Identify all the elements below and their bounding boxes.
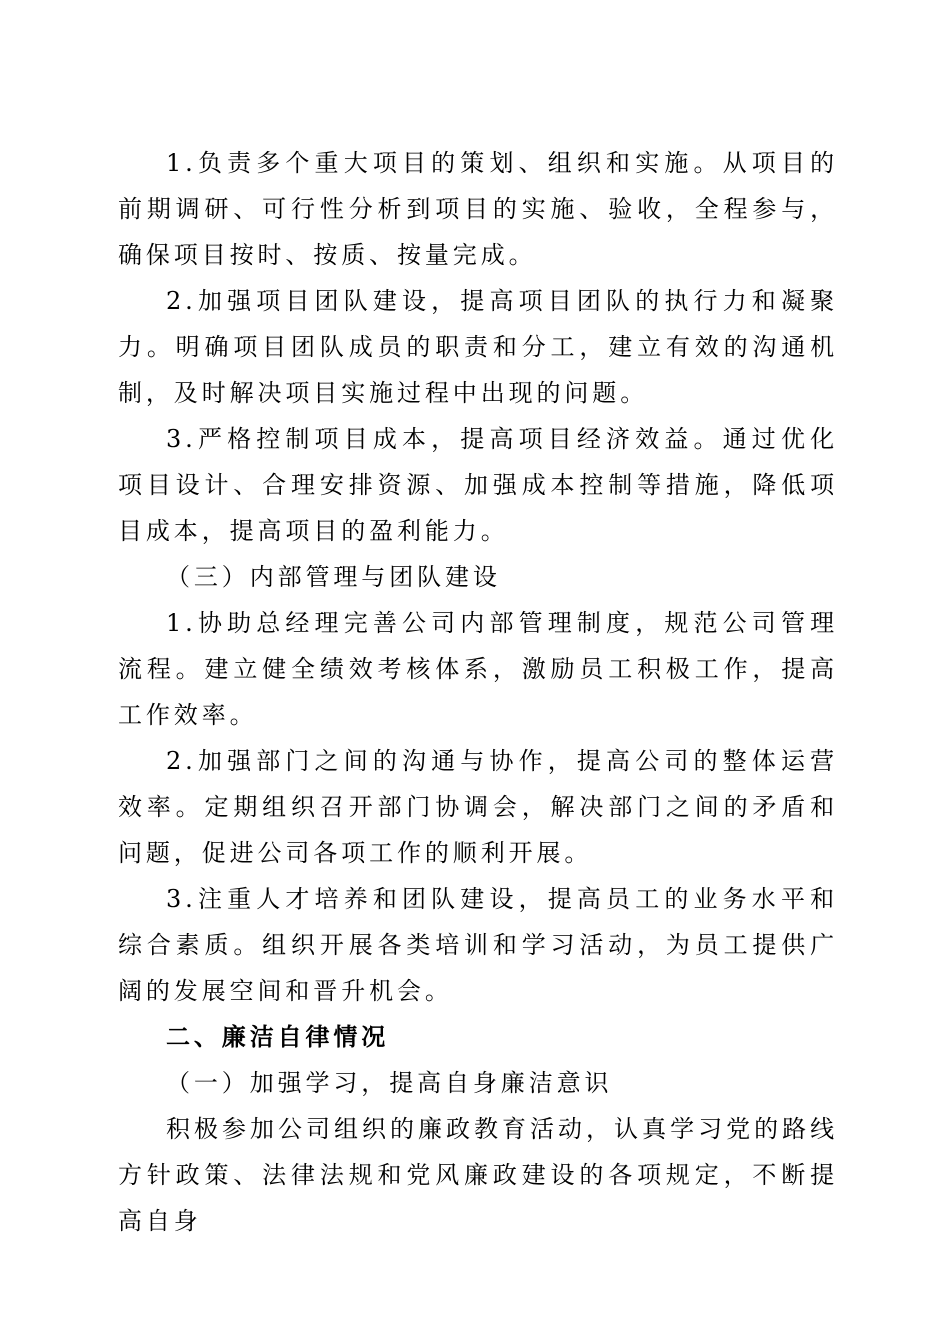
paragraph-department-cooperation: 2.加强部门之间的沟通与协作，提高公司的整体运营效率。定期组织召开部门协调会，解决部门之间的矛盾和问题，促进公司各项工作的顺利开展。 (118, 747, 838, 867)
paragraph-cost-control: 3.严格控制项目成本，提高项目经济效益。通过优化项目设计、合理安排资源、加强成本控制等措施，降低项目成本，提高项目的盈利能力。 (118, 425, 838, 545)
subsection-heading-study: （一）加强学习，提高自身廉洁意识 (166, 1069, 613, 1097)
paragraph-talent-training: 3.注重人才培养和团队建设，提高员工的业务水平和综合素质。组织开展各类培训和学习活动，为员工提供广阔的发展空间和晋升机会。 (118, 885, 838, 1005)
document-body (118, 140, 838, 1244)
section-heading-internal-management: （三）内部管理与团队建设 (166, 563, 501, 591)
paragraph-management-system: 1.协助总经理完善公司内部管理制度，规范公司管理流程。建立健全绩效考核体系，激励员工积极工作，提高工作效率。 (118, 609, 838, 729)
paragraph-integrity-education: 积极参加公司组织的廉政教育活动，认真学习党的路线方针政策、法律法规和党风廉政建设的各项规定，不断提高自身 (118, 1115, 838, 1235)
paragraph-project-planning: 1.负责多个重大项目的策划、组织和实施。从项目的前期调研、可行性分析到项目的实施、验收，全程参与，确保项目按时、按质、按量完成。 (118, 149, 838, 269)
paragraph-team-building: 2.加强项目团队建设，提高项目团队的执行力和凝聚力。明确项目团队成员的职责和分工，建立有效的沟通机制，及时解决项目实施过程中出现的问题。 (118, 287, 838, 407)
section-heading-integrity: 二、廉洁自律情况 (166, 1023, 390, 1051)
